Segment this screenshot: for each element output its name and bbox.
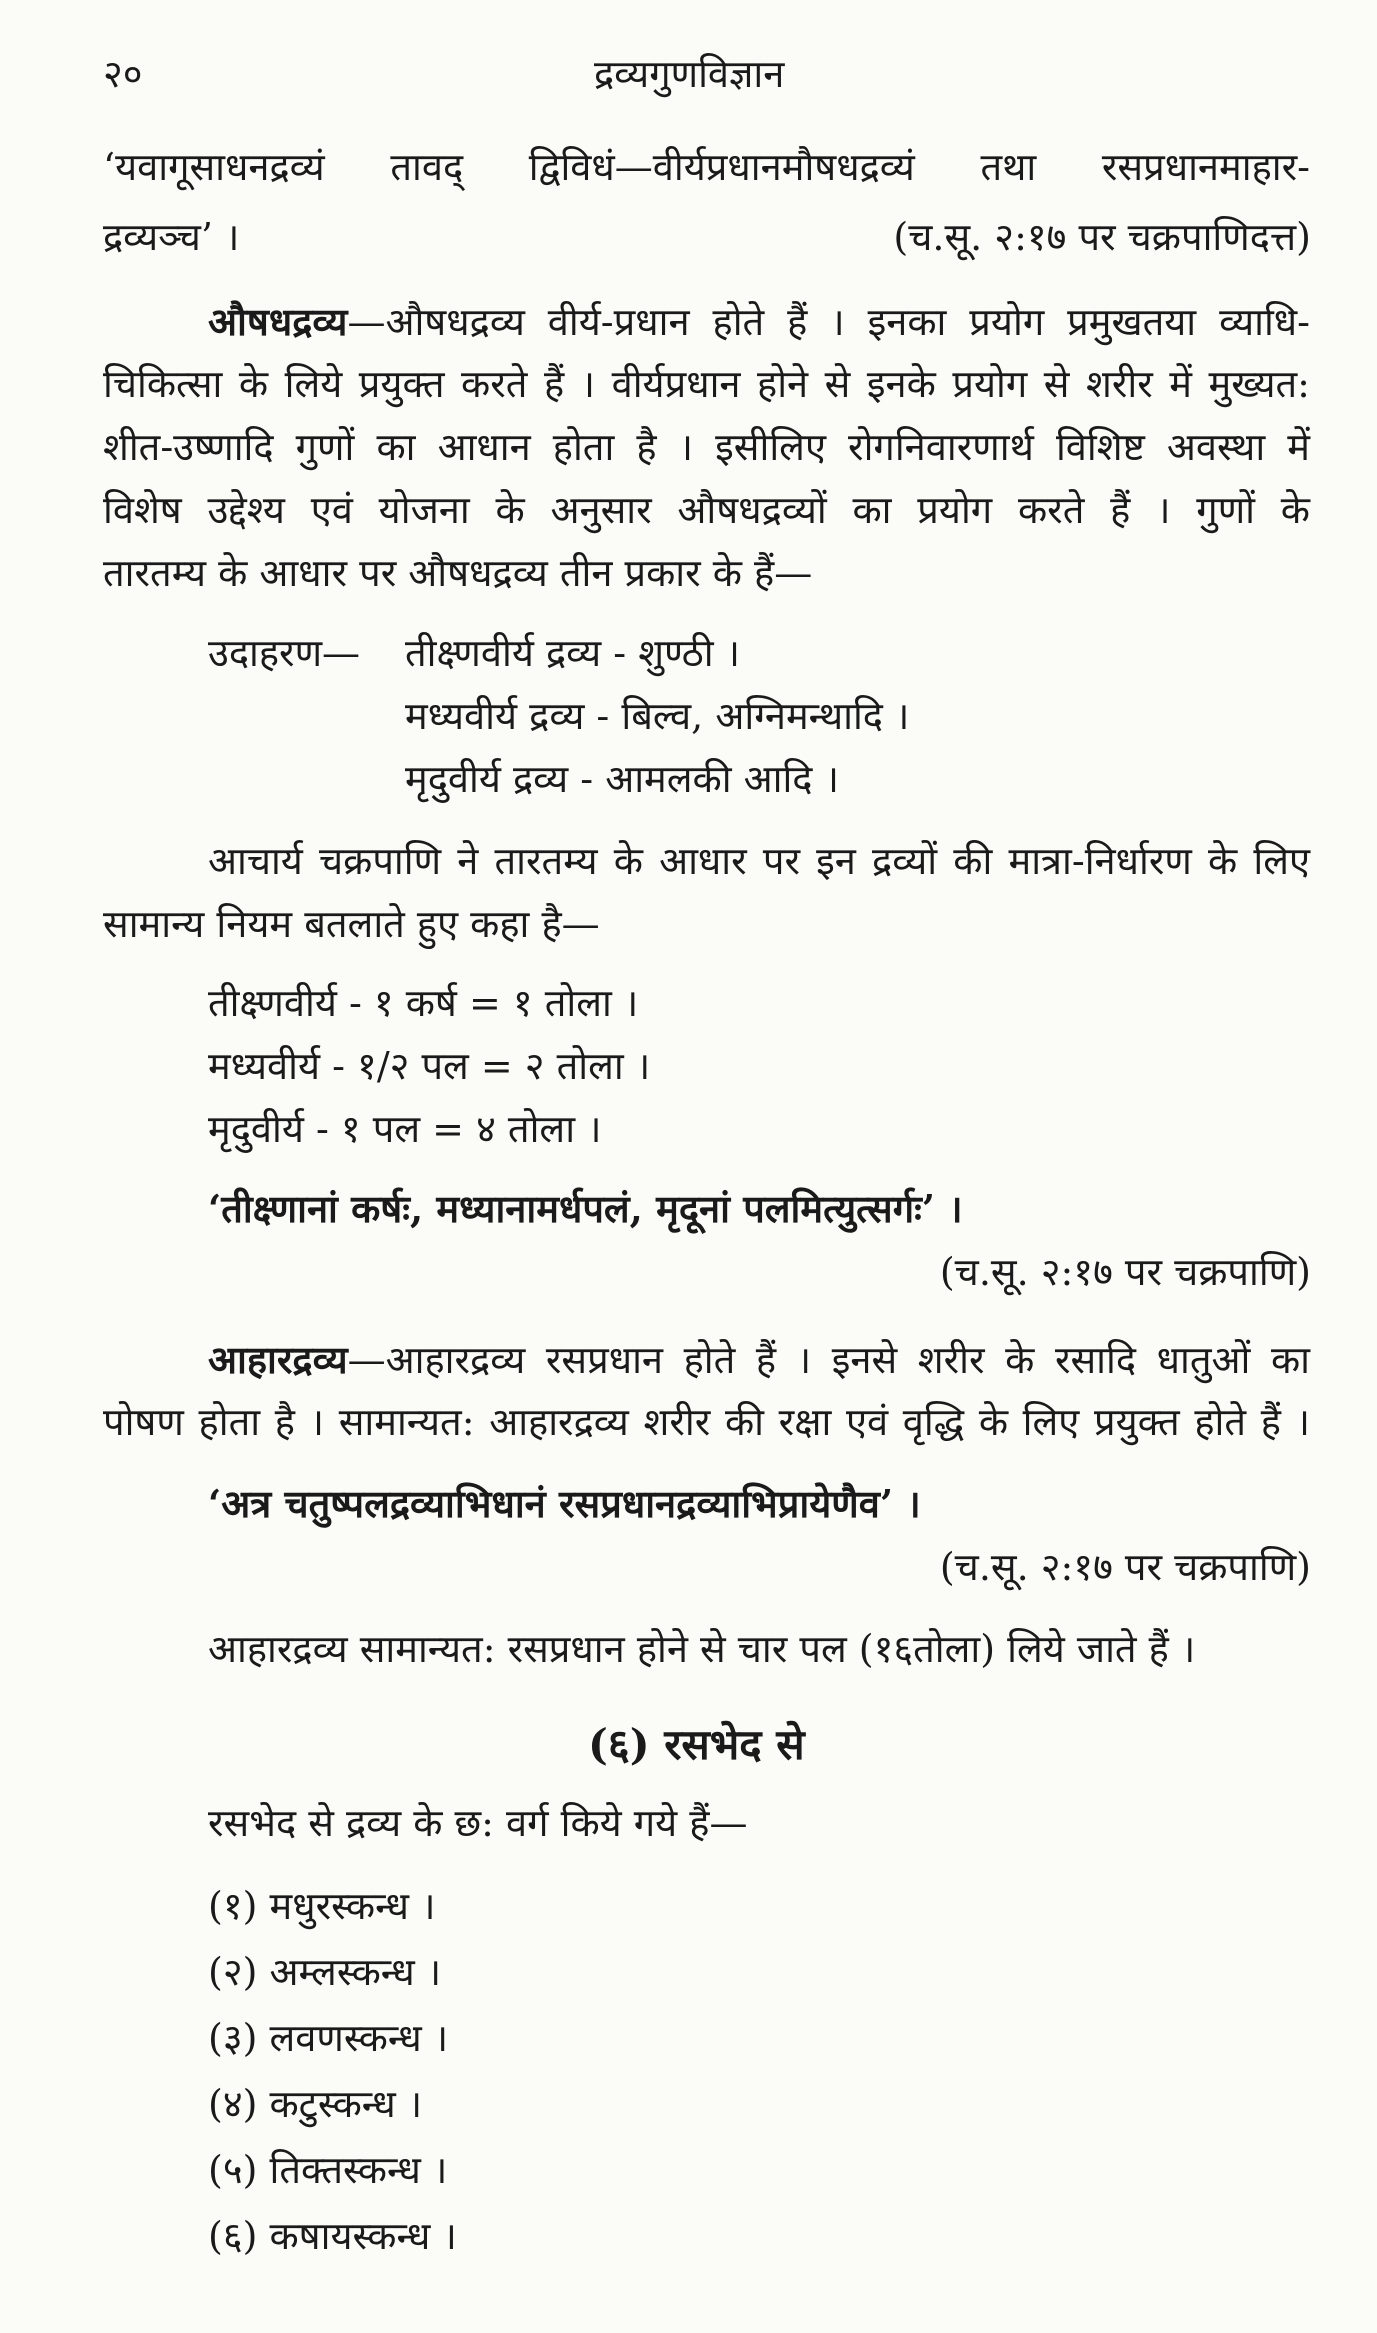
- aushadh-line1-rest: —औषधद्रव्य वीर्य-प्रधान होते हैं । इनका प्रयोग प्रमुखतया व्याधि-: [347, 300, 1310, 344]
- chakrapani-line2: सामान्य नियम बतलाते हुए कहा है—: [103, 902, 600, 946]
- chakrapani-line1: आचार्य चक्रपाणि ने तारतम्य के आधार पर इन द्रव्यों की मात्रा-निर्धारण के लिए: [208, 839, 1310, 883]
- quote3-text: ‘अत्र चतुष्पलद्रव्याभिधानं रसप्रधानद्रव्याभिप्रायेणैव’ ।: [208, 1481, 921, 1526]
- dosage-item: मृदुवीर्य - १ पल = ४ तोला ।: [208, 1107, 602, 1151]
- aushadh-term: औषधद्रव्य: [208, 299, 348, 344]
- aushadh-line2: चिकित्सा के लिये प्रयुक्त करते हैं । वीर्यप्रधान होने से इनके प्रयोग से शरीर में मुख्यत:: [103, 362, 1310, 406]
- list-item: (४) कटुस्कन्ध ।: [208, 2082, 423, 2126]
- aahaar-line1: [208, 1328, 1310, 1392]
- page-number: २०: [103, 52, 143, 96]
- list-item: (६) कषायस्कन्ध ।: [208, 2214, 457, 2258]
- list-item: (३) लवणस्कन्ध ।: [208, 2016, 449, 2060]
- quote2-citation: (च.सू. २:१७ पर चक्रपाणि): [939, 1250, 1311, 1294]
- quote1-citation: (च.सू. २:१७ पर चक्रपाणिदत्त): [893, 215, 1311, 259]
- quote3-citation: (च.सू. २:१७ पर चक्रपाणि): [939, 1545, 1311, 1589]
- aahaar-note: आहारद्रव्य सामान्यत: रसप्रधान होने से चार पल (१६तोला) लिये जाते हैं ।: [208, 1627, 1196, 1671]
- list-item: (१) मधुरस्कन्ध ।: [208, 1884, 436, 1928]
- example-item: मृदुवीर्य द्रव्य - आमलकी आदि ।: [405, 757, 839, 801]
- dosage-item: मध्यवीर्य - १/२ पल = २ तोला ।: [208, 1044, 651, 1088]
- section-intro: रसभेद से द्रव्य के छ: वर्ग किये गये हैं—: [208, 1801, 748, 1845]
- quote1-line2: द्रव्यञ्च’ ।: [103, 215, 240, 259]
- quote1-line1: ‘यवागूसाधनद्रव्यं तावद् द्विविधं—वीर्यप्रधानमौषधद्रव्यं तथा रसप्रधानमाहार-: [103, 145, 1310, 189]
- aahaar-line1-rest: —आहारद्रव्य रसप्रधान होते हैं । इनसे शरीर के रसादि धातुओं का: [347, 1338, 1310, 1382]
- aushadh-line3: शीत-उष्णादि गुणों का आधान होता है । इसीलिए रोगनिवारणार्थ विशिष्ट अवस्था में: [103, 425, 1310, 469]
- list-item: (५) तिक्तस्कन्ध ।: [208, 2148, 448, 2192]
- dosage-item: तीक्ष्णवीर्य - १ कर्ष = १ तोला ।: [208, 981, 639, 1025]
- examples-label: उदाहरण—: [208, 631, 361, 675]
- aushadh-line5: तारतम्य के आधार पर औषधद्रव्य तीन प्रकार के हैं—: [103, 551, 813, 595]
- aahaar-term: आहारद्रव्य: [208, 1337, 348, 1382]
- quote2-text: ‘तीक्ष्णानां कर्षः, मध्यानामर्धपलं, मृदूनां पलमित्युत्सर्गः’ ।: [208, 1186, 963, 1231]
- running-title: द्रव्यगुणविज्ञान: [594, 52, 785, 96]
- example-item: मध्यवीर्य द्रव्य - बिल्व, अग्निमन्थादि ।: [405, 694, 910, 738]
- list-item: (२) अम्लस्कन्ध ।: [208, 1950, 442, 1994]
- aushadh-line4: विशेष उद्देश्य एवं योजना के अनुसार औषधद्रव्यों का प्रयोग करते हैं । गुणों के: [103, 488, 1310, 532]
- aahaar-line2: पोषण होता है । सामान्यत: आहारद्रव्य शरीर की रक्षा एवं वृद्धि के लिए प्रयुक्त होते हैं ।: [103, 1400, 1310, 1444]
- example-item: तीक्ष्णवीर्य द्रव्य - शुण्ठी ।: [405, 631, 741, 675]
- aushadh-line1: [208, 290, 1310, 354]
- section-heading: (६) रसभेद से: [588, 1720, 805, 1769]
